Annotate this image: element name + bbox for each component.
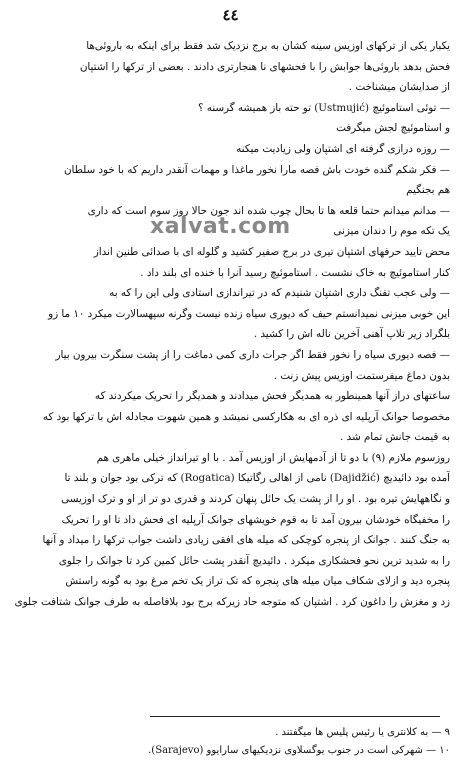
footnotes [14, 724, 450, 760]
text-line: کنار استاموئیچ به خاک نشست . استاموئیچ رسید آنرا با خنده ای بلند داد . [140, 266, 450, 279]
text-line: پنجره دید و ازلای شکاف میان میله های پنجره که تک تراز یک تخم مرغ بود به گونه راستش [65, 575, 450, 588]
text-line: بدون دماغ میفرستمت اوزیس پیش زنت . [273, 369, 450, 382]
text-line: — فکر شکم گنده خودت باش فصه مارا نخور ماغذا و مهمات آنقدر داریم که با خود سلطان [63, 163, 450, 176]
text-line: هم بجنگیم [406, 184, 450, 197]
text-line: یک تکه موم را دندان میزنی [333, 225, 450, 238]
text-line: محض تایید حرفهای اشتپان تیری در برج صفیر کشید و گلوله ای با صدائی طنین انداز [93, 245, 450, 258]
text-line: روزسوم ملازم (۹) با دو تا از آدمهایش از اوزیس آمد . با او تیرانداز خیلی ماهری هم [96, 451, 450, 464]
text-line: فحش بدهد باروئی‌ها جوابش را با فحشهای نا هنجارتری دادند . بعضی از ترکها را اشتپان [79, 60, 450, 73]
footnote: ۹ — به کلانتری یا رئیس پلیس ها میگفتند . [275, 727, 450, 738]
text-line: را مخفیگاه خودشان بیرون آمد تا به قوم خویشهای جوانک آرپلیه ای فحش داد تا او را تحریک [61, 513, 450, 526]
page-number: ٤٤ [222, 6, 239, 24]
text-line: — ولی عجب تفنگ داری اشتپان شنیدم که در تیراندازی استادی ولی این را که به [109, 287, 450, 300]
text-line: ساعتهای دراز آنها همینطور به همدیگر فحش میدادند و همدیگر را تحریک میکردند که [94, 390, 450, 403]
text-line: این خوبی میزنی نمیدانستم حیف که دیوری سیاه زنده نیست وگرنه سپهسالارت میکرد ۱۰ ما زو [48, 307, 450, 320]
body-text [14, 36, 450, 613]
text-line: — مدانم میدانم حتما قلعه ها تا بحال چوب شده اند جون حالا روز سوم است که داری [87, 204, 450, 217]
text-line: و استاموئیچ لجش میگرفت [336, 122, 450, 135]
text-line: — روزه درازی گرفته ای اشتپان ولی زیادیت میکنه [236, 142, 450, 155]
footnote-divider [150, 716, 440, 717]
text-line: یکبار یکی از ترکهای اوزیس سینه کشان به برج نزدیک شد فقط برای اینکه به باروئی‌ها [86, 40, 450, 52]
text-line: و نگاههایش تیره بود . او را از پشت یک حائل پنهان کردند و قدری دو تر از او و ترک اوزیسی [61, 493, 450, 506]
text-line: به قیمت جانش تمام شد . [340, 431, 450, 444]
text-line: را به شدید ترین نحو فحشکاری میکرد . دائیدیچ آنقدر پشت حائل کمین کرد تا جوانک را جلوی [58, 554, 450, 567]
text-line: به جنگ کنند . جوانک از پنجره کوچکی که میله های افقی زیادی داشت جواب ترکها را میداد و آنها [42, 534, 450, 547]
text-line: زد و مغزش را داغون کرد . اشتپان که متوجه حاد زیرکه برج بود بلافاصله به طرف جوانک شتافت جلوی [14, 596, 450, 609]
text-line: آمده بود دائیدیچ (Dajidžić) نامی از اهالی رگاتیکا (Rogatica) که ترکی بود جوان و بلند تا [64, 472, 450, 485]
text-line: بلگراد زیر تلاپ آهنی آخرین ناله اش را کشید . [253, 328, 450, 341]
text-line: مخصوصا جوانک آرپلیه ای ذره ای به هکارکسی نمیشد و همین شهوت مجادله اش با ترکها بود که [42, 410, 450, 423]
text-line: از صدایشان میشناخت . [348, 81, 450, 94]
text-line: — فصه دیوری سیاه را نخور فقط اگر جرات داری کمی دماغت را از پشت سنگرت بیرون بیار [55, 348, 450, 361]
text-line: — توئی استاموئیچ (Ustmujić) تو حته باز همیشه گرسنه ؟ [197, 101, 450, 114]
footnote: ۱۰ — شهرکی است در جنوب یوگسلاوی نزدیکیهای سارایوو (Sarajevo). [148, 745, 450, 756]
watermark-text: xalvat.com [150, 214, 291, 239]
